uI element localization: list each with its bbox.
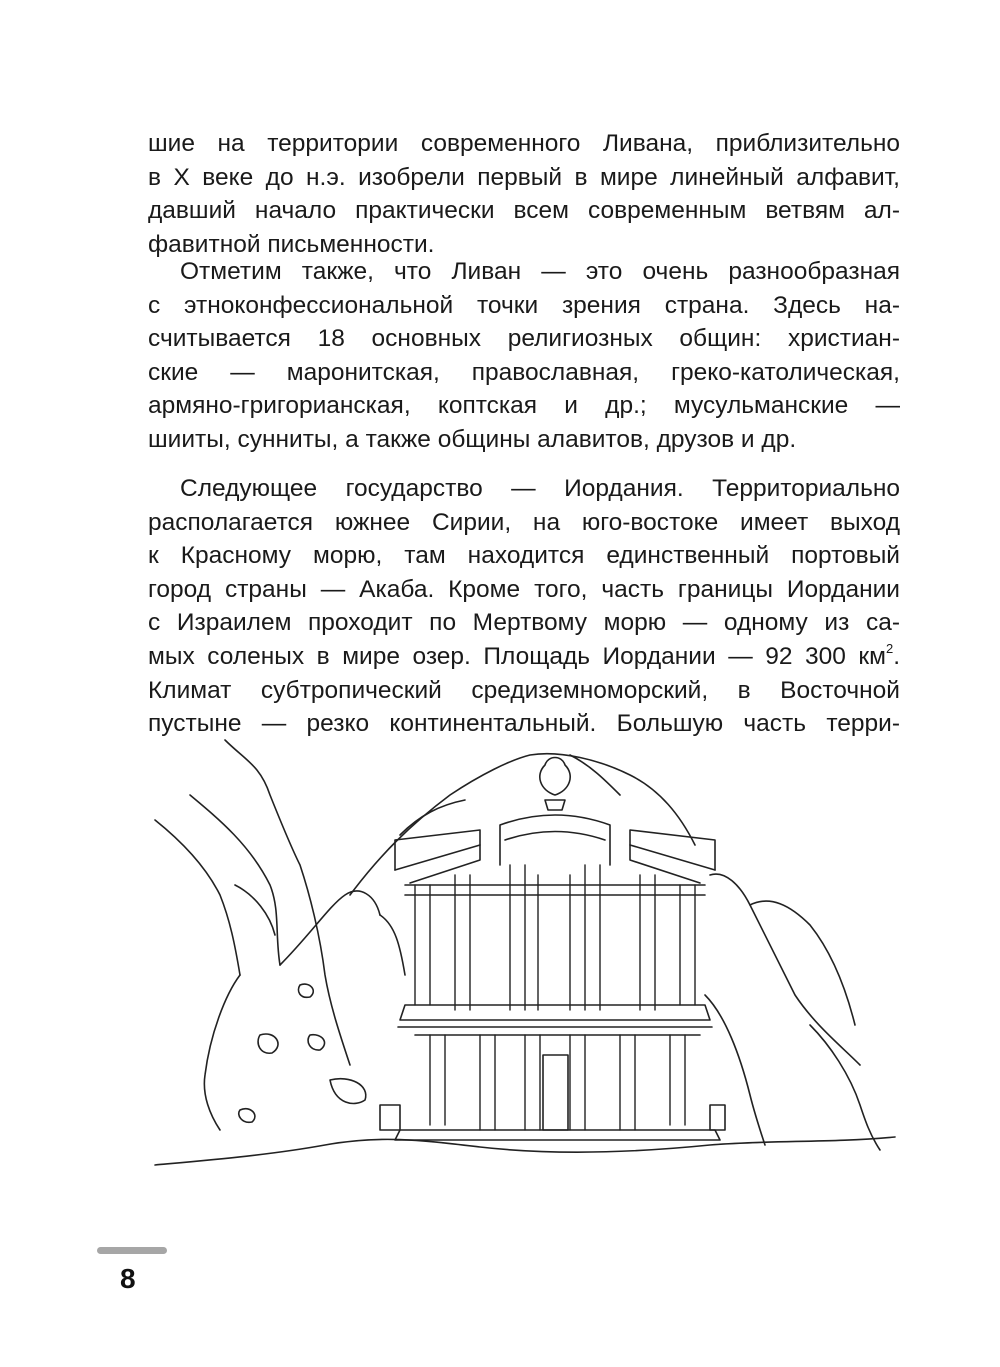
text-line: Отметим также, что Ливан — это очень разнообразная — [180, 258, 900, 285]
paragraph-2 — [148, 255, 900, 457]
text-line: шииты, сунниты, а также общины алавитов, друзов и др. — [148, 425, 797, 453]
text-line: считывается 18 основных религиозных общин: христиан- — [148, 325, 900, 353]
text-line: давший начало практически всем современным ветвям ал- — [148, 197, 900, 225]
text-line: с этноконфессиональной точки зрения страна. Здесь на- — [148, 291, 900, 319]
petra-treasury-illustration — [150, 735, 910, 1175]
page-number: 8 — [120, 1263, 136, 1294]
text-line: Следующее государство — Иордания. Территориально — [180, 475, 900, 502]
text-line-with-superscript — [148, 640, 900, 674]
text-line: пустыне — резко континентальный. Большую часть терри- — [148, 710, 900, 738]
text-line: располагается южнее Сирии, на юго-востоке имеет выход — [148, 508, 900, 536]
paragraph-1 — [148, 127, 900, 261]
paragraph-3 — [148, 472, 900, 741]
text-line: к Красному морю, там находится единственный портовый — [148, 542, 900, 570]
text-line: в X веке до н.э. изобрели первый в мире линейный алфавит, — [148, 163, 900, 191]
text-line: фавитной письменности. — [148, 230, 435, 258]
area-text: мых соленых в мире озер. Площадь Иордании — 92 300 км — [148, 642, 886, 670]
text-line: армяно-григорианская, коптская и др.; мусульманские — — [148, 392, 900, 420]
text-line: шие на территории современного Ливана, приблизительно — [148, 130, 900, 157]
page-number-bar — [97, 1247, 167, 1254]
text-line: ские — маронитская, православная, греко-католическая, — [148, 358, 900, 386]
period: . — [893, 642, 900, 670]
text-line: Климат субтропический средиземноморский, в Восточной — [148, 676, 900, 704]
text-line: город страны — Акаба. Кроме того, часть границы Иордании — [148, 575, 900, 603]
superscript: 2 — [885, 640, 894, 656]
text-line: с Израилем проходит по Мертвому морю — одному из са- — [148, 609, 900, 637]
